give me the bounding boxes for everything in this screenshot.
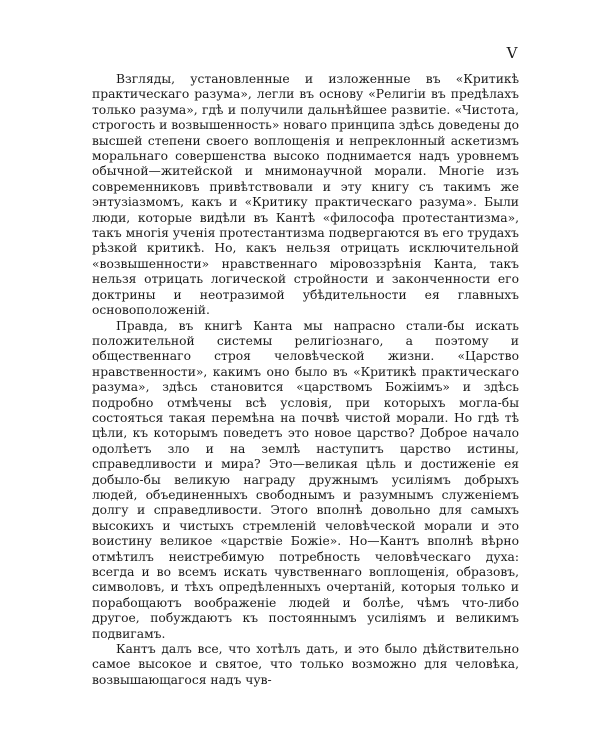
body-text: [92, 72, 519, 688]
paragraph: Взгляды, установленные и изложенные въ «Критикѣ практическаго разума», легли въ основу «Религіи въ предѣлахъ только разума», гдѣ и получили дальнѣйшее развитіе. «Чистота, строгость и возвышенность» новаго принципа здѣсь доведены до высшей степени своего воплощенія и непреклонный аскетизмъ моральнаго совершенства высоко поднимается надъ уровнемъ обычной—житейской и мнимонаучной морали. Многіе изъ современниковъ привѣтствовали и эту книгу съ такимъ же энтузіазмомъ, какъ и «Критику практическаго разума». Были люди, которые видѣли въ Кантѣ «философа протестантизма», такъ многія ученія протестантизма подвергаются въ его трудахъ рѣзкой критикѣ. Но, какъ нельзя отрицать исключительной «возвышенности» нравственнаго міровоззрѣнія Канта, такъ нельзя отрицать логической стройности и законченности его доктрины и неотразимой убѣдительности ея главныхъ основоположеній.: [92, 72, 519, 318]
paragraph: Правда, въ книгѣ Канта мы напрасно стали-бы искать положительной системы религіознаго, а поэтому и общественнаго строя человѣческой жизни. «Царство нравственности», какимъ оно было въ «Критикѣ практическаго разума», здѣсь становится «царствомъ Божіимъ» и здѣсь подробно отмѣчены всѣ условія, при которыхъ могла-бы состояться такая перемѣна на почвѣ чистой морали. Но гдѣ тѣ цѣли, къ которымъ поведетъ это новое царство? Доброе начало одолѣетъ зло и на землѣ наступитъ царство истины, справедливости и мира? Это—великая цѣль и достиженіе ея добыло-бы великую награду дружнымъ усиліямъ добрыхъ людей, объединенныхъ свободнымъ и разумнымъ служеніемъ долгу и справедливости. Этого вполнѣ довольно для самыхъ высокихъ и чистыхъ стремленій человѣческой морали и это воистину великое «царствіе Божіе». Но—Кантъ вполнѣ вѣрно отмѣтилъ неистребимую потребность человѣческаго духа: всегда и во всемъ искать чувственнаго воплощенія, образовъ, символовъ, и тѣхъ опредѣленныхъ очертаній, которыя только и порабощаютъ воображеніе людей и болѣе, чѣмъ что-либо другое, побуждаютъ къ постояннымъ усиліямъ и великимъ подвигамъ.: [92, 318, 519, 641]
paragraph: Кантъ далъ все, что хотѣлъ дать, и это было дѣйствительно самое высокое и святое, что только возможно для человѣка, возвышающагося надъ чув-: [92, 642, 519, 687]
page-number: V: [506, 44, 518, 62]
